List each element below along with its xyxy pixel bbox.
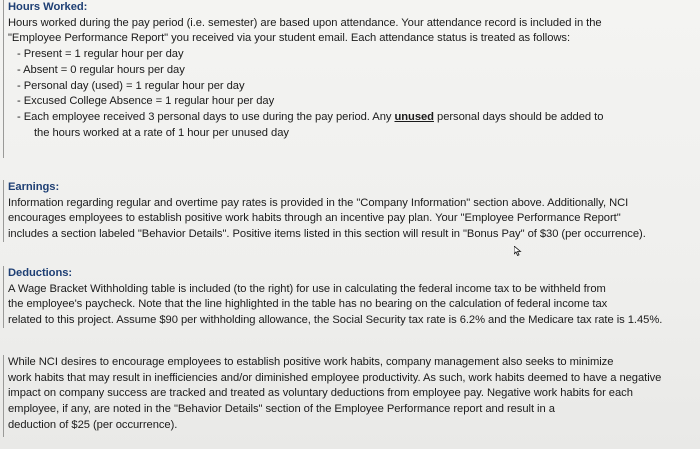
work-habits-line-5: deduction of $25 (per occurrence).: [8, 418, 178, 431]
work-habits-line-2: work habits that may result in inefficiencies and/or diminished employee productivity. As such, work habits deemed to have a negative: [8, 371, 662, 384]
attendance-bullet-personal-days-policy: [8, 110, 603, 126]
hours-worked-section: [3, 0, 603, 158]
earnings-heading: Earnings:: [8, 181, 60, 193]
unused-emphasis: unused: [394, 110, 434, 123]
work-habits-line-1: While NCI desires to encourage employees to establish positive work habits, company management also seeks to minimize: [8, 356, 614, 368]
work-habits-line-4: employee, if any, are noted in the "Behavior Details" section of the Employee Performance report and result in a: [8, 403, 555, 416]
deductions-line-3: related to this project. Assume $90 per withholding allowance, the Social Security tax rate is 6.2% and the Medicare tax rate is 1.45%.: [8, 314, 663, 327]
deductions-line-1: A Wage Bracket Withholding table is included (to the right) for use in calculating the federal income tax to be withheld from: [8, 282, 606, 295]
hours-worked-line-2: "Employee Performance Report" you received via your student email. Each attendance status is treated as follows:: [8, 32, 571, 45]
hours-worked-line-1: Hours worked during the pay period (i.e. semester) are based upon attendance. Your attendance record is included in the: [8, 16, 602, 29]
personal-days-text-post: personal days should be added to: [433, 110, 604, 123]
attendance-bullet-present: - Present = 1 regular hour per day: [17, 48, 184, 61]
mouse-pointer-icon: [514, 246, 522, 256]
earnings-line-1: Information regarding regular and overtime pay rates is provided in the "Company Information" section above. Additionally, NCI: [8, 196, 629, 209]
attendance-bullet-continuation: the hours worked at a rate of 1 hour per unused day: [34, 126, 289, 139]
deductions-section: [3, 266, 662, 328]
attendance-bullet-excused-absence: - Excused College Absence = 1 regular hour per day: [17, 95, 275, 108]
earnings-line-3: includes a section labeled "Behavior Details". Positive items listed in this section will result in "Bonus Pay" of $30 (per occurrence).: [8, 228, 646, 241]
attendance-bullet-personal-day: - Personal day (used) = 1 regular hour per day: [17, 79, 245, 92]
work-habits-section: [3, 355, 661, 437]
earnings-line-2: encourages employees to establish positive work habits through an incentive pay plan. Your "Employee Performance Report": [8, 212, 621, 225]
earnings-section: [3, 180, 646, 242]
hours-worked-heading: Hours Worked:: [8, 1, 88, 13]
personal-days-text-pre: - Each employee received 3 personal days to use during the pay period. Any: [17, 110, 395, 123]
work-habits-line-3: impact on company success are tracked and treated as voluntary deductions from employee pay. Negative work habits for each: [8, 387, 633, 400]
deductions-heading: Deductions:: [8, 267, 73, 279]
deductions-line-2: the employee's paycheck. Note that the line highlighted in the table has no bearing on the calculation of federal income tax: [8, 298, 608, 311]
attendance-bullet-absent: - Absent = 0 regular hours per day: [17, 63, 185, 76]
